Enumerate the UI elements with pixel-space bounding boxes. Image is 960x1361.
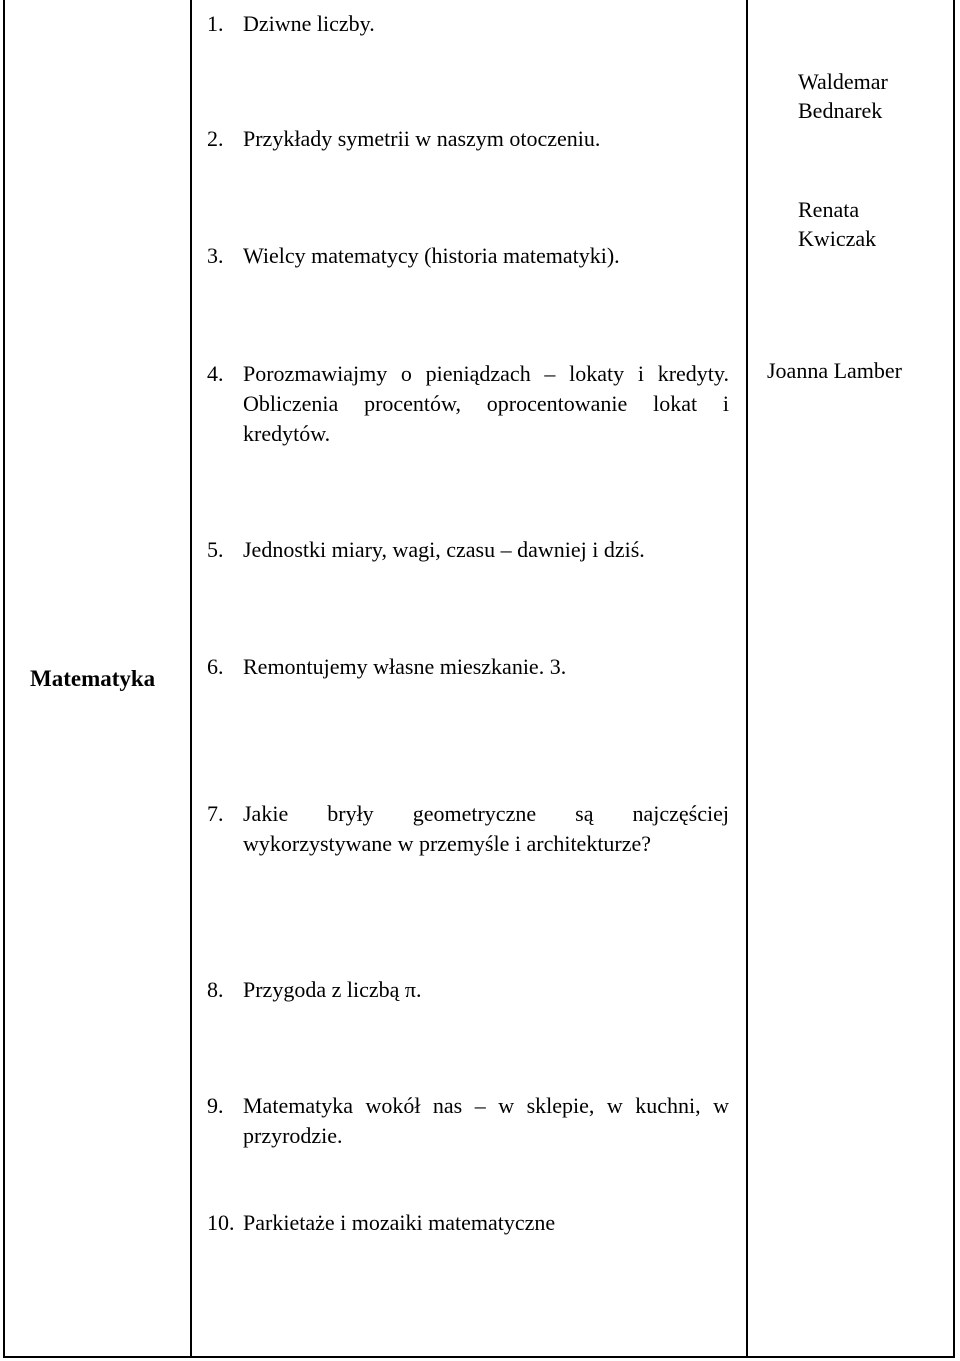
topic-number: 10.	[207, 1210, 235, 1235]
column-divider-author	[746, 0, 748, 1358]
topic-text: Parkietaże i mozaiki matematyczne	[243, 1210, 556, 1235]
topic-text: Przykłady symetrii w naszym otoczeniu.	[243, 126, 601, 151]
author-3	[767, 356, 902, 385]
topic-number: 4.	[207, 361, 224, 386]
subject-label: Matematyka	[30, 666, 156, 691]
author-1	[798, 67, 888, 125]
author-last-name: Bednarek	[798, 98, 883, 123]
author-name: Joanna Lamber	[767, 358, 902, 383]
topic-number: 7.	[207, 801, 224, 826]
author-first-name: Renata	[798, 197, 860, 222]
topic-number: 6.	[207, 654, 224, 679]
author-last-name: Kwiczak	[798, 226, 877, 251]
topic-number: 8.	[207, 977, 224, 1002]
topic-number: 1.	[207, 11, 224, 36]
topic-number: 9.	[207, 1093, 224, 1118]
topic-text: Wielcy matematycy (historia matematyki).	[243, 243, 620, 268]
topic-number: 3.	[207, 243, 224, 268]
topic-text: Matematyka wokół nas – w sklepie, w kuchni, w przyrodzie.	[243, 1093, 729, 1148]
topic-text: Jakie bryły geometryczne są najczęściej wykorzystywane w przemyśle i architekturze?	[243, 801, 729, 856]
author-first-name: Waldemar	[798, 69, 888, 94]
column-divider-subject	[190, 0, 192, 1358]
author-2	[798, 195, 876, 253]
topic-text: Porozmawiajmy o pieniądzach – lokaty i kredyty. Obliczenia procentów, oprocentowanie lokat i kredytów.	[243, 361, 729, 446]
topic-number: 2.	[207, 126, 224, 151]
topic-text: Remontujemy własne mieszkanie. 3.	[243, 654, 567, 679]
topic-text: Dziwne liczby.	[243, 11, 375, 36]
topic-text: Jednostki miary, wagi, czasu – dawniej i dziś.	[243, 537, 645, 562]
topic-number: 5.	[207, 537, 224, 562]
topic-text: Przygoda z liczbą π.	[243, 977, 422, 1002]
